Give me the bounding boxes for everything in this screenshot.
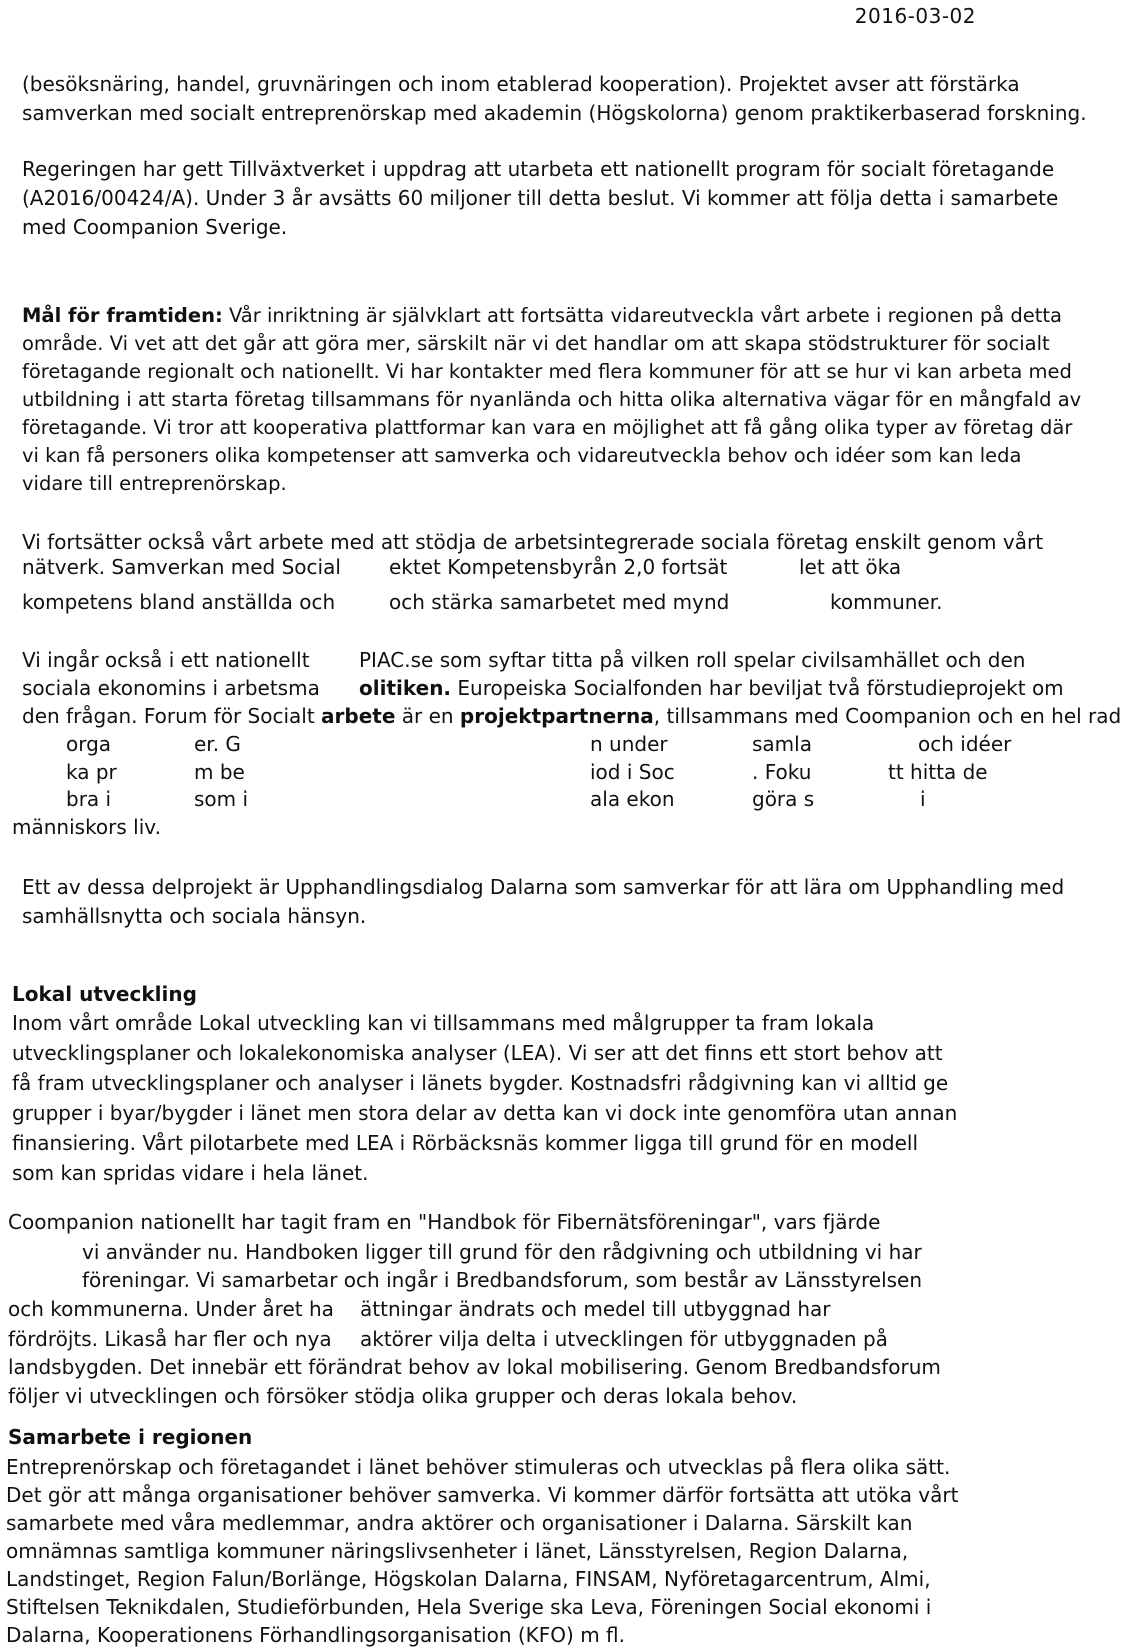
paragraph-project (22, 70, 1087, 128)
document-date: 2016-03-02 (854, 4, 976, 28)
text-fragment: samla (752, 732, 812, 756)
text-fragment: göra s (752, 787, 815, 811)
text-fragment: och kommunerna. Under året ha (8, 1297, 334, 1321)
text-fragment: i (920, 787, 926, 811)
text-line: samverkan med socialt entreprenörskap med akademin (Högskolorna) genom praktikerbaserad forskning. (22, 101, 1087, 125)
text-fragment: kompetens bland anställda och (22, 590, 336, 614)
text-line: vi använder nu. Handboken ligger till grund för den rådgivning och utbildning vi har (82, 1240, 922, 1264)
text-fragment: Vår inriktning är självklart att fortsätta vidareutveckla vårt arbete i regionen på detta (222, 304, 1062, 327)
text-line: få fram utvecklingsplaner och analyser i länets bygder. Kostnadsfri rådgivning kan vi alltid ge (12, 1071, 949, 1095)
text-line: vidare till entreprenörskap. (22, 472, 287, 495)
text-line: Regeringen har gett Tillväxtverket i uppdrag att utarbeta ett nationellt program för socialt företagande (22, 157, 1055, 181)
text-line: finansiering. Vårt pilotarbete med LEA i Rörbäcksnäs kommer ligga till grund för en modell (12, 1131, 919, 1155)
text-line (22, 704, 1121, 728)
text-line (22, 302, 1062, 330)
text-fragment: let att öka (799, 555, 902, 579)
text-line: Ett av dessa delprojekt är Upphandlingsdialog Dalarna som samverkar för att lära om Upphandling med (22, 875, 1065, 899)
text-line: Entreprenörskap och företagandet i länet behöver stimuleras och utvecklas på flera olika sätt. (6, 1455, 951, 1479)
text-line: utvecklingsplaner och lokalekonomiska analyser (LEA). Vi ser att det finns ett stort behov att (12, 1041, 943, 1065)
text-fragment: och stärka samarbetet med mynd (389, 590, 730, 614)
heading-samarbete-i-regionen: Samarbete i regionen (8, 1425, 253, 1449)
bold-fragment: olitiken. (359, 676, 452, 700)
paragraph-upphandlingsdialog (22, 873, 1065, 931)
text-line: utbildning i att starta företag tillsammans för nyanlända och hitta olika alternativa vägar för en mångfald av (22, 388, 1082, 411)
text-line: företagande. Vi tror att kooperativa plattformar kan vara en möjlighet att få gång olika typer av företag där (22, 416, 1073, 439)
text-line: Inom vårt område Lokal utveckling kan vi tillsammans med målgrupper ta fram lokala (12, 1011, 875, 1035)
text-line: Det gör att många organisationer behöver samverka. Vi kommer därför fortsätta att utöka vårt (6, 1483, 959, 1507)
paragraph-lokal-utveckling (12, 1008, 1002, 1188)
text-fragment: ättningar ändrats och medel till utbyggnad har (360, 1297, 831, 1321)
text-line: Dalarna, Kooperationens Förhandlingsorganisation (KFO) m fl. (6, 1623, 625, 1647)
text-line: vi kan få personers olika kompetenser att samverka och vidareutveckla behov och idéer som kan leda (22, 444, 1022, 467)
text-fragment: iod i Soc (590, 760, 675, 784)
text-line: landsbygden. Det innebär ett förändrat behov av lokal mobilisering. Genom Bredbandsforum (8, 1355, 941, 1379)
text-fragment: Vi ingår också i ett nationellt (22, 648, 310, 672)
text-fragment: och idéer (918, 732, 1012, 756)
text-fragment: sociala ekonomins i arbetsma (22, 676, 320, 700)
text-fragment: Europeiska Socialfonden har beviljat två förstudieprojekt om (451, 676, 1064, 700)
text-line: Landstinget, Region Falun/Borlänge, Högskolan Dalarna, FINSAM, Nyföretagarcentrum, Almi, (6, 1567, 931, 1591)
paragraph-samarbete-i-regionen (6, 1453, 996, 1649)
text-fragment: . Foku (752, 760, 812, 784)
text-line: som kan spridas vidare i hela länet. (12, 1161, 369, 1185)
text-fragment: m be (194, 760, 245, 784)
bold-fragment: arbete (321, 704, 396, 728)
text-fragment: , tillsammans med Coompanion och en hel rad (653, 704, 1121, 728)
text-fragment: som i (194, 787, 249, 811)
text-fragment: kommuner. (830, 590, 943, 614)
text-fragment: den frågan. Forum för Socialt (22, 704, 322, 728)
text-line: omnämnas samtliga kommuner näringslivsenheter i länet, Länsstyrelsen, Region Dalarna, (6, 1539, 909, 1563)
text-line: samarbete med våra medlemmar, andra aktörer och organisationer i Dalarna. Särskilt kan (6, 1511, 913, 1535)
text-fragment: n under (590, 732, 668, 756)
text-fragment: ka pr (66, 760, 117, 784)
text-line: område. Vi vet att det går att göra mer, särskilt när vi det handlar om att skapa stödstrukturer för socialt (22, 332, 1050, 355)
label-mal-for-framtiden: Mål för framtiden: (22, 304, 223, 327)
text-fragment (359, 676, 1064, 700)
text-fragment: aktörer vilja delta i utvecklingen för utbyggnaden på (360, 1327, 888, 1351)
text-line: med Coompanion Sverige. (22, 215, 288, 239)
text-line: Vi fortsätter också vårt arbete med att stödja de arbetsintegrerade sociala företag enskilt genom vårt (22, 530, 1044, 554)
bold-fragment: projektpartnerna (459, 704, 654, 728)
paragraph-mal-for-framtiden (22, 302, 1082, 498)
text-line: (A2016/00424/A). Under 3 år avsätts 60 miljoner till detta beslut. Vi kommer att följa detta i samarbete (22, 186, 1059, 210)
text-line: samhällsnytta och sociala hänsyn. (22, 904, 367, 928)
text-line: föreningar. Vi samarbetar och ingår i Bredbandsforum, som består av Länsstyrelsen (82, 1268, 923, 1292)
text-fragment: nätverk. Samverkan med Social (22, 555, 341, 579)
text-fragment: ektet Kompetensbyrån 2,0 fortsät (389, 555, 728, 579)
text-fragment: bra i (66, 787, 112, 811)
text-fragment: orga (66, 732, 112, 756)
text-line: människors liv. (12, 815, 161, 839)
text-line: grupper i byar/bygder i länet men stora delar av detta kan vi dock inte genomföra utan annan (12, 1101, 958, 1125)
text-line: företagande regionalt och nationellt. Vi har kontakter med flera kommuner för att se hur vi kan arbeta med (22, 360, 1072, 383)
text-fragment: er. G (194, 732, 241, 756)
heading-lokal-utveckling: Lokal utveckling (12, 982, 197, 1006)
text-line: Stiftelsen Teknikdalen, Studieförbunden, Hela Sverige ska Leva, Föreningen Social ekonomi i (6, 1595, 932, 1619)
text-line: följer vi utvecklingen och försöker stödja olika grupper och deras lokala behov. (8, 1384, 798, 1408)
paragraph-regeringen (22, 155, 1059, 242)
text-line: (besöksnäring, handel, gruvnäringen och inom etablerad kooperation). Projektet avser att förstärka (22, 72, 1020, 96)
text-fragment: ala ekon (590, 787, 675, 811)
text-fragment: tt hitta de (888, 760, 988, 784)
text-fragment: PIAC.se som syftar titta på vilken roll spelar civilsamhället och den (359, 648, 1026, 672)
text-line: Coompanion nationellt har tagit fram en "Handbok för Fibernätsföreningar", vars fjärde (8, 1210, 881, 1234)
text-fragment: fördröjts. Likaså har fler och nya (8, 1327, 332, 1351)
text-fragment: är en (395, 704, 460, 728)
